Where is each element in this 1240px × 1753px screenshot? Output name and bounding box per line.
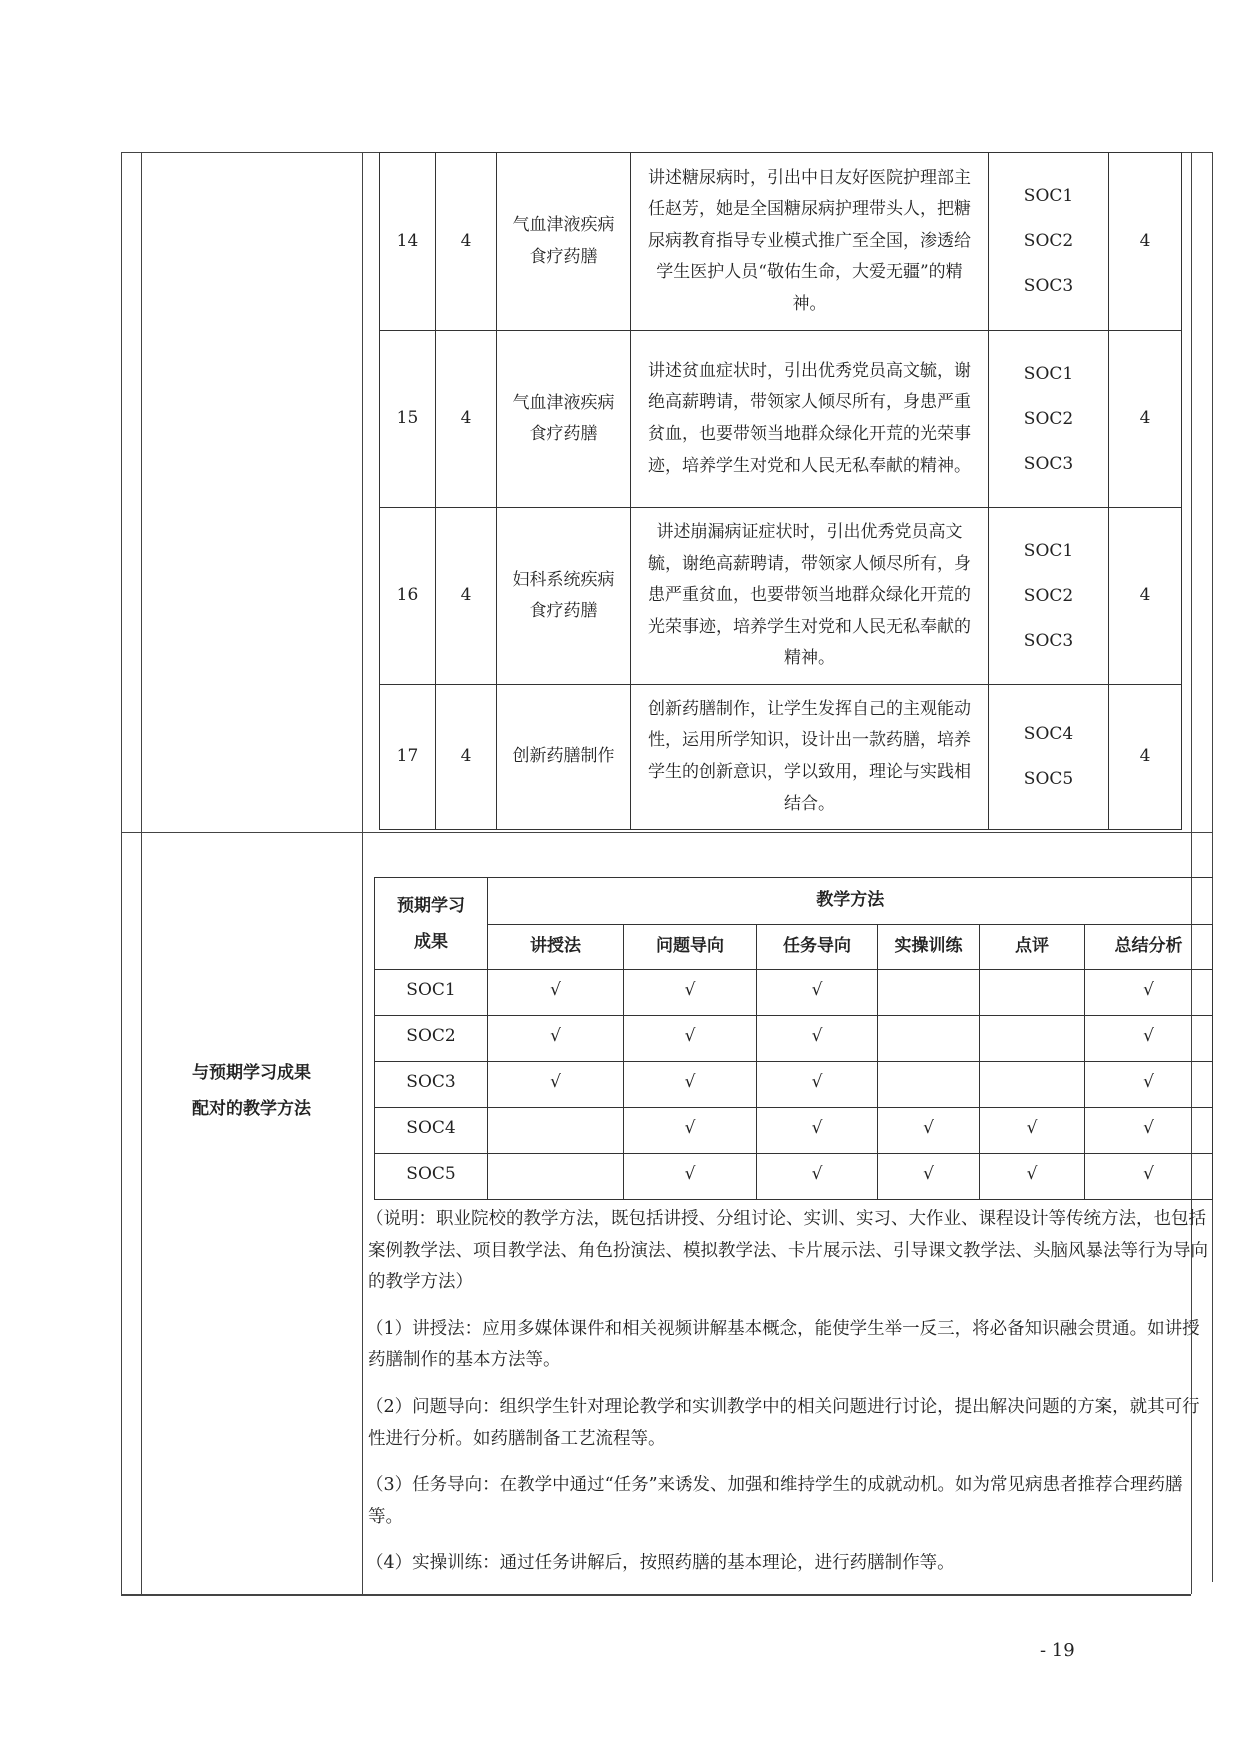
method-check-cell: √ xyxy=(624,1062,757,1108)
week-cell: 15 xyxy=(380,331,436,508)
outcome-code: SOC5 xyxy=(375,1154,488,1200)
schedule-table xyxy=(379,152,1182,830)
count-cell: 4 xyxy=(1109,153,1182,331)
method-column-header: 实操训练 xyxy=(878,925,980,970)
methods-section-label xyxy=(141,1055,362,1127)
method-check-cell: √ xyxy=(980,1108,1085,1154)
method-check-cell: √ xyxy=(488,970,624,1016)
method-column-header: 任务导向 xyxy=(757,925,878,970)
section-label-line1: 与预期学习成果 xyxy=(192,1063,311,1083)
method-column-header: 问题导向 xyxy=(624,925,757,970)
methods-note-paragraph: （说明：职业院校的教学方法，既包括讲授、分组讨论、实训、实习、大作业、课程设计等传统方法，也包括案例教学法、项目教学法、角色扮演法、模拟教学法、卡片展示法、引导课文教学法、头脑风暴法等行为导向的教学方法） xyxy=(366,1209,1208,1293)
method-check-cell: √ xyxy=(488,1062,624,1108)
method-check-cell xyxy=(488,1108,624,1154)
outcome-code: SOC4 xyxy=(1023,724,1074,744)
count-cell: 4 xyxy=(1109,508,1182,685)
method-check-cell xyxy=(878,970,980,1016)
methods-group-header: 教学方法 xyxy=(488,878,1213,925)
method-row xyxy=(375,1016,1213,1062)
outcome-code: SOC3 xyxy=(375,1062,488,1108)
week-cell: 14 xyxy=(380,153,436,331)
topic-cell: 气血津液疾病食疗药膳 xyxy=(497,153,631,331)
frame-left-inner xyxy=(141,152,142,1594)
hours-cell: 4 xyxy=(436,331,497,508)
outcome-code: SOC1 xyxy=(375,970,488,1016)
ideology-cell: 讲述崩漏病证症状时，引出优秀党员高文毓，谢绝高薪聘请，带领家人倾尽所有，身患严重贫血，也要带领当地群众绿化开荒的光荣事迹，培养学生对党和人民无私奉献的精神。 xyxy=(631,508,989,685)
method-check-cell: √ xyxy=(757,970,878,1016)
method-check-cell: √ xyxy=(624,970,757,1016)
outcomes-cell xyxy=(989,331,1109,508)
method-check-cell: √ xyxy=(1085,1108,1213,1154)
method-check-cell xyxy=(980,1016,1085,1062)
outcome-code: SOC1 xyxy=(1023,186,1074,206)
frame-right-outer xyxy=(1212,152,1213,1582)
method-check-cell: √ xyxy=(1085,970,1213,1016)
outcome-code: SOC1 xyxy=(1023,363,1074,384)
methods-matrix-table xyxy=(374,877,1213,1200)
hours-cell: 4 xyxy=(436,153,497,331)
methods-notes xyxy=(368,1204,1210,1595)
method-row xyxy=(375,1062,1213,1108)
hours-cell: 4 xyxy=(436,685,497,830)
ideology-cell: 讲述贫血症状时，引出优秀党员高文毓，谢绝高薪聘请，带领家人倾尽所有，身患严重贫血，也要带领当地群众绿化开荒的光荣事迹，培养学生对党和人民无私奉献的精神。 xyxy=(631,331,989,508)
schedule-row xyxy=(380,153,1182,331)
methods-note-paragraph: （3）任务导向：在教学中通过“任务”来诱发、加强和维持学生的成就动机。如为常见病患者推荐合理药膳等。 xyxy=(366,1475,1183,1527)
method-check-cell: √ xyxy=(624,1016,757,1062)
method-check-cell: √ xyxy=(757,1062,878,1108)
section-label-line2: 配对的教学方法 xyxy=(192,1099,311,1119)
week-cell: 17 xyxy=(380,685,436,830)
ideology-cell: 创新药膳制作，让学生发挥自己的主观能动性，运用所学知识，设计出一款药膳，培养学生的创新意识，学以致用，理论与实践相结合。 xyxy=(631,685,989,830)
outcomes-cell xyxy=(989,153,1109,331)
topic-cell: 创新药膳制作 xyxy=(497,685,631,830)
method-check-cell: √ xyxy=(488,1016,624,1062)
outcome-code: SOC2 xyxy=(1023,585,1074,606)
method-row xyxy=(375,1154,1213,1200)
count-cell: 4 xyxy=(1109,331,1182,508)
outcomes-cell xyxy=(989,508,1109,685)
method-column-header: 点评 xyxy=(980,925,1085,970)
outcome-code: SOC2 xyxy=(1023,231,1074,251)
method-check-cell: √ xyxy=(980,1154,1085,1200)
method-row xyxy=(375,970,1213,1016)
method-row xyxy=(375,1108,1213,1154)
outcome-code: SOC2 xyxy=(375,1016,488,1062)
ideology-cell: 讲述糖尿病时，引出中日友好医院护理部主任赵芳，她是全国糖尿病护理带头人，把糖尿病教育指导专业模式推广至全国，渗透给学生医护人员“敬佑生命，大爱无疆”的精神。 xyxy=(631,153,989,331)
outcome-code: SOC3 xyxy=(1023,630,1074,651)
outcome-code: SOC1 xyxy=(1023,540,1074,561)
schedule-row xyxy=(380,331,1182,508)
outcome-header: 预期学习成果 xyxy=(375,878,488,970)
method-check-cell xyxy=(980,970,1085,1016)
method-check-cell: √ xyxy=(1085,1062,1213,1108)
method-check-cell xyxy=(488,1154,624,1200)
method-check-cell: √ xyxy=(624,1108,757,1154)
method-check-cell: √ xyxy=(757,1154,878,1200)
page-number: - 19 xyxy=(1040,1640,1075,1661)
outcome-code: SOC5 xyxy=(1023,769,1074,789)
outcome-code: SOC3 xyxy=(1023,276,1074,296)
count-cell: 4 xyxy=(1109,685,1182,830)
method-check-cell xyxy=(878,1062,980,1108)
outcome-code: SOC4 xyxy=(375,1108,488,1154)
method-check-cell: √ xyxy=(1085,1154,1213,1200)
schedule-row xyxy=(380,685,1182,830)
method-check-cell: √ xyxy=(1085,1016,1213,1062)
outcome-code: SOC3 xyxy=(1023,453,1074,474)
frame-column-divider xyxy=(362,152,363,1594)
method-check-cell xyxy=(980,1062,1085,1108)
hours-cell: 4 xyxy=(436,508,497,685)
frame-section-divider xyxy=(121,832,1212,833)
methods-note-paragraph: （2）问题导向：组织学生针对理论教学和实训教学中的相关问题进行讨论，提出解决问题的方案，就其可行性进行分析。如药膳制备工艺流程等。 xyxy=(366,1396,1200,1449)
frame-left-outer xyxy=(121,152,122,1594)
method-check-cell: √ xyxy=(878,1154,980,1200)
method-check-cell: √ xyxy=(757,1016,878,1062)
method-check-cell: √ xyxy=(878,1108,980,1154)
method-check-cell: √ xyxy=(624,1154,757,1200)
methods-note-paragraph: （1）讲授法：应用多媒体课件和相关视频讲解基本概念，能使学生举一反三，将必备知识融会贯通。如讲授药膳制作的基本方法等。 xyxy=(366,1318,1200,1371)
topic-cell: 妇科系统疾病食疗药膳 xyxy=(497,508,631,685)
method-column-header: 总结分析 xyxy=(1085,925,1213,970)
outcomes-cell xyxy=(989,685,1109,830)
methods-note-paragraph: （4）实操训练：通过任务讲解后，按照药膳的基本理论，进行药膳制作等。 xyxy=(366,1553,955,1574)
topic-cell: 气血津液疾病食疗药膳 xyxy=(497,331,631,508)
method-check-cell: √ xyxy=(757,1108,878,1154)
outcome-code: SOC2 xyxy=(1023,408,1074,429)
method-column-header: 讲授法 xyxy=(488,925,624,970)
schedule-row xyxy=(380,508,1182,685)
method-check-cell xyxy=(878,1016,980,1062)
week-cell: 16 xyxy=(380,508,436,685)
